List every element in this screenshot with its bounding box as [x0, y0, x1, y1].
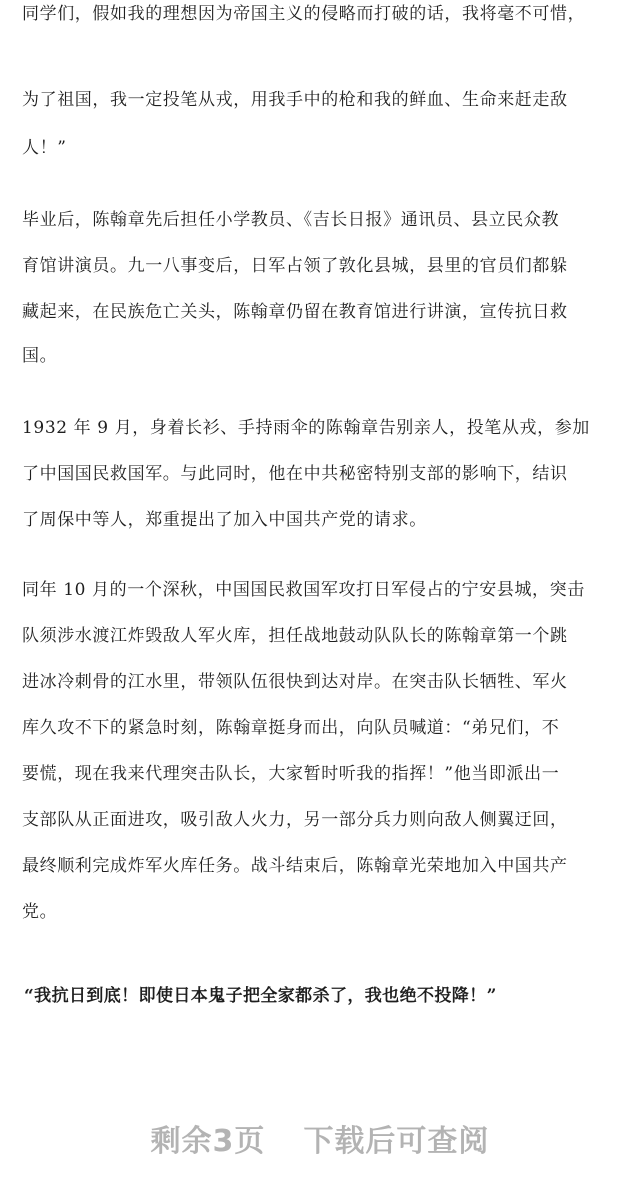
download-hint-label: 下载后可查阅	[303, 1124, 490, 1159]
paragraph-line: 国。	[22, 346, 58, 366]
paragraph-line: 要慌，现在我来代理突击队长，大家暂时听我的指挥！”他当即派出一	[22, 764, 560, 784]
paragraph-line: 毕业后，陈翰章先后担任小学教员、《吉长日报》通讯员、县立民众教	[22, 210, 560, 230]
paragraph-line: 育馆讲演员。九一八事变后，日军占领了敦化县城，县里的官员们都躲	[22, 256, 568, 276]
paragraph-line: 进冰冷刺骨的江水里，带领队伍很快到达对岸。在突击队长牺牲、军火	[22, 672, 568, 692]
paragraph-line: 同学们，假如我的理想因为帝国主义的侵略而打破的话，我将毫不可惜，	[22, 4, 586, 24]
paragraph-line: 最终顺利完成炸军火库任务。战斗结束后，陈翰章光荣地加入中国共产	[22, 856, 568, 876]
paragraph-line: 库久攻不下的紧急时刻，陈翰章挺身而出，向队员喊道：“弟兄们，不	[22, 718, 560, 738]
paragraph-line: 党。	[22, 902, 58, 922]
download-hint-banner[interactable]	[0, 1116, 640, 1160]
paragraph-line: 人！”	[22, 138, 67, 158]
remaining-pages-label: 剩余3页	[150, 1124, 266, 1159]
paragraph-line: 队须涉水渡江炸毁敌人军火库，担任战地鼓动队队长的陈翰章第一个跳	[22, 626, 568, 646]
paragraph-line: 支部队从正面进攻，吸引敌人火力，另一部分兵力则向敌人侧翼迂回，	[22, 810, 568, 830]
paragraph-line: 同年 10 月的一个深秋，中国国民救国军攻打日军侵占的宁安县城，突击	[22, 580, 585, 600]
paragraph-line: 了中国国民救国军。与此同时，他在中共秘密特别支部的影响下，结识	[22, 464, 568, 484]
quote-text: “我抗日到底！即使日本鬼子把全家都杀了，我也绝不投降！”	[24, 986, 497, 1006]
paragraph-line: 为了祖国，我一定投笔从戎，用我手中的枪和我的鲜血、生命来赶走敌	[22, 90, 568, 110]
paragraph-line: 1932 年 9 月，身着长衫、手持雨伞的陈翰章告别亲人，投笔从戎，参加	[22, 418, 590, 438]
paragraph-line: 藏起来，在民族危亡关头，陈翰章仍留在教育馆进行讲演，宣传抗日救	[22, 302, 568, 322]
paragraph-line: 了周保中等人，郑重提出了加入中国共产党的请求。	[22, 510, 427, 530]
